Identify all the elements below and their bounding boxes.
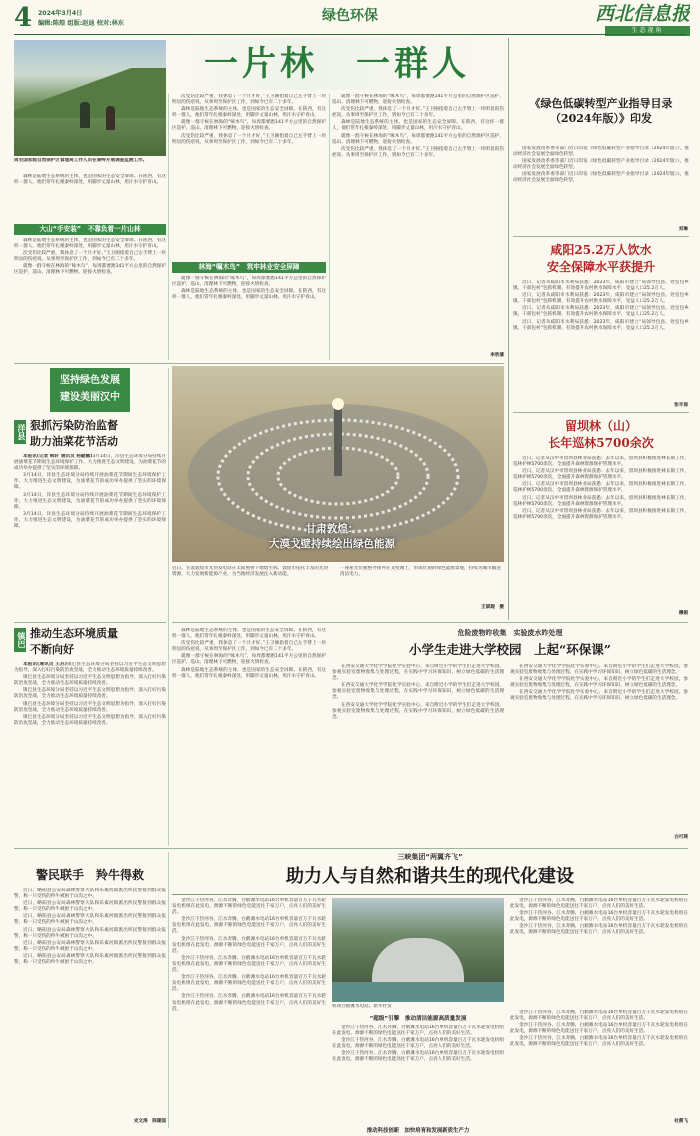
slogan-banner [50,368,130,412]
editors-line: 编辑:陈煌 组版:赵迪 校对:林东 [38,20,124,27]
dam-wall [372,938,464,982]
police-title: 警民联手 羚牛得救 [35,868,144,882]
solar-author: 王斌瑕 摄 [481,605,504,610]
liuba-author: 穆娟 [678,611,688,616]
xianyang-title: 咸阳25.2万人饮水 安全保障水平获提升 [546,243,655,274]
feature-author: 李欣蒲 [490,353,504,358]
brand-sub: 生态视角 [605,26,690,36]
school-body-1: 在西安交通大学化学学院化学实验中心，来自附近小学的学生们走进大学校园，参观实验室废物收集与处理过程，在实践中学习环保知识，树立绿色低碳的生活理念。 在西安交通大学化学学院化学实验中心，来自附近小学的学生们走进大学校园，参观实验室废物收集与处理过程，在实践中学习环保知识，树立绿色低碳的生活理念。 在西安交通大学化学学院化学实验中心，来自附近小学的学生们走进大学校园，参观实验室废物收集与处理过程，在实践中学习环保知识，树立绿色低碳的生活理念。 [332,664,504,720]
solar-caption-left: 近日，甘肃敦煌市光热发电站在太阳照射下熠熠生辉。敦煌市依托丰富的光热资源，大力发展新能源产业，为当地经济发展注入新动能。 [172,566,329,577]
school-title: 小学生走进大学校园 上起“环保课” [409,642,611,657]
catalog-body: 国家发展改革委等部门近日印发《绿色低碳转型产业指导目录（2024年版）》，推动经济社会发展全面绿色转型。 国家发展改革委等部门近日印发《绿色低碳转型产业指导目录（2024年版）》，推动经济社会发展全面绿色转型。 国家发展改革委等部门近日印发《绿色低碳转型产业指导目录（2024年版）》，推动经济社会发展全面绿色转型。 [513,146,689,184]
feature-banner [170,38,504,90]
mountain-shape [14,68,166,118]
page-number: 4 [14,4,33,32]
solar-caption-right: 一座座光伏板整齐排列在戈壁滩上，形成壮观的绿色能源景观，持续为城市输送清洁电力。 [340,566,501,577]
feature-col-3: 就像一群守候在林海的“啄木鸟”，每周都要跑141平方公里的自然保护区巡护，巡山、清理林下可燃物，迎接火情检查。 次受伤比较严重，我休息了一个月才好。”王卫刚指着自己左手臂上一块明显的伤疤说。从事周至保护区工作，到如今已有二十多年。 森林是陆地生态系统的主体，也是国家的生态安全屏障。在陕西，有这样一群人，他们常年扎根秦岭深处，用脚步丈量山林，用汗水守护青山。 就像一群守候在林海的“啄木鸟”，每周都要跑141平方公里的自然保护区巡护，巡山、清理林下可燃物，迎接火情检查。 次受伤比较严重，我休息了一个月才好。”王卫刚指着自己左手臂上一块明显的伤疤说。从事周至保护区工作，到如今已有二十多年。 [332,94,504,158]
feature-photo-caption: 周至国家级自然保护区管理局工作人员在秦岭开展调查监测工作。 [14,158,148,163]
section-rule [513,412,689,413]
forest-ranger-photo [14,40,166,156]
sanxia-col-1: 金沙江干热河谷，江水奔腾，白鹤滩水电站16台单机容量百万千瓦水轮发电机组在此发电，源源不断的绿色电能送往千家万户，点亮人们的美好生活。 金沙江干热河谷，江水奔腾，白鹤滩水电站16台单机容量百万千瓦水轮发电机组在此发电，源源不断的绿色电能送往千家万户，点亮人们的美好生活。 金沙江干热河谷，江水奔腾，白鹤滩水电站16台单机容量百万千瓦水轮发电机组在此发电，源源不断的绿色电能送往千家万户，点亮人们的美好生活。 金沙江干热河谷，江水奔腾，白鹤滩水电站16台单机容量百万千瓦水轮发电机组在此发电，源源不断的绿色电能送往千家万户，点亮人们的美好生活。 金沙江干热河谷，江水奔腾，白鹤滩水电站16台单机容量百万千瓦水轮发电机组在此发电，源源不断的绿色电能送往千家万户，点亮人们的美好生活。 金沙江干热河谷，江水奔腾，白鹤滩水电站16台单机容量百万千瓦水轮发电机组在此发电，源源不断的绿色电能送往千家万户，点亮人们的美好生活。 [172,898,326,1012]
catalog-title: 《绿色低碳转型产业指导目录（2024年版）》印发 [529,97,673,125]
section-rule [14,363,504,364]
catalog-author: 刘琳 [678,227,688,232]
slogan-line-1: 坚持绿色发展 [60,375,120,386]
sanxia-title-rule [172,894,688,895]
sanxia-col-3b: 金沙江干热河谷，江水奔腾，白鹤滩水电站16台单机容量百万千瓦水轮发电机组在此发电，源源不断的绿色电能送往千家万户，点亮人们的美好生活。 金沙江干热河谷，江水奔腾，白鹤滩水电站16台单机容量百万千瓦水轮发电机组在此发电，源源不断的绿色电能送往千家万户，点亮人们的美好生活。 金沙江干热河谷，江水奔腾，白鹤滩水电站16台单机容量百万千瓦水轮发电机组在此发电，源源不断的绿色电能送往千家万户，点亮人们的美好生活。 [510,1010,688,1048]
column-divider [168,368,169,846]
section-rule [14,848,688,849]
feature-subhead-1: 大山“手安装” 不靠负着一片山林 [14,224,166,235]
sanxia-kicker: 三峡集团“两翼齐飞” [397,853,463,861]
column-divider [168,852,169,1128]
catalog-frame [513,96,689,144]
person-figure [80,102,90,128]
section-rule [172,622,688,623]
feature-subhead-2: 林海“嘱木鸟” 筑牢林业安全屏障 [172,262,326,273]
feature-col-1: 森林是陆地生态系统的主体，也是国家的生态安全屏障。在陕西，有这样一群人，他们常年扎根秦岭深处，用脚步丈量山林，用汗水守护青山。 [14,174,166,186]
sanxia-author: 杜燕飞 [674,1119,688,1124]
section-rule [14,622,166,623]
zhen-title: 推动生态环境质量 不断向好 [30,627,118,656]
xianyang-author: 张丰保 [674,403,688,408]
liuba-title: 留坝林（山） 长年巡林5700余次 [548,419,654,450]
brand-logo: 西北信息报 [594,3,690,25]
header-rule [14,34,686,35]
section-name: 绿色环保 [322,8,378,24]
school-left-text: 森林是陆地生态系统的主体，也是国家的生态安全屏障。在陕西，有这样一群人，他们常年扎根秦岭深处，用脚步丈量山林，用汗水守护青山。 次受伤比较严重，我休息了一个月才好。”王卫刚指着自己左手臂上一块明显的伤疤说。从事周至保护区工作，到如今已有二十多年。 就像一群守候在林海的“啄木鸟”，每周都要跑141平方公里的自然保护区巡护，巡山、清理林下可燃物，迎接火情检查。 森林是陆地生态系统的主体，也是国家的生态安全屏障。在陕西，有这样一群人，他们常年扎根秦岭深处，用脚步丈量山林，用汗水守护青山。 [172,628,326,679]
solar-station-photo [172,366,504,562]
school-body-2: 在西安交通大学化学学院化学实验中心，来自附近小学的学生们走进大学校园，参观实验室废物收集与处理过程，在实践中学习环保知识，树立绿色低碳的生活理念。 在西安交通大学化学学院化学实验中心，来自附近小学的学生们走进大学校园，参观实验室废物收集与处理过程，在实践中学习环保知识，树立绿色低碳的生活理念。 在西安交通大学化学学院化学实验中心，来自附近小学的学生们走进大学校园，参观实验室废物收集与处理过程，在实践中学习环保知识，树立绿色低碳的生活理念。 [510,664,688,702]
yang-title: 狠抓污染防治监督 助力油菜花节活动 [30,419,118,448]
feature-title: 一片林 一群人 [204,44,470,84]
solar-photo-title: 甘肃敦煌： 大漠戈壁持续绘出绿色能源 [269,523,395,550]
school-kicker: 危险废物昨收集 实验废水昨处理 [457,629,563,637]
feature-col-2: 次受伤比较严重，我休息了一个月才好。”王卫刚指着自己左手臂上一块明显的伤疤说。从事周至保护区工作，到如今已有二十多年。 森林是陆地生态系统的主体，也是国家的生态安全屏障。在陕西，有这样一群人，他们常年扎根秦岭深处，用脚步丈量山林，用汗水守护青山。 就像一群守候在林海的“啄木鸟”，每周都要跑141平方公里的自然保护区巡护，巡山、清理林下可燃物，迎接火情检查。 次受伤比较严重，我休息了一个月才好。”王卫刚指着自己左手臂上一块明显的伤疤说。从事周至保护区工作，到如今已有二十多年。 [172,94,326,145]
zhen-body: 本报讯(通讯员 王苏)镇巴县生态环境分局坚持以习近平生态文明思想为指导，深入打好污染防治攻坚战，全力推动生态环境质量持续改善。 镇巴县生态环境分局坚持以习近平生态文明思想为指导，深入打好污染防治攻坚战，全力推动生态环境质量持续改善。 镇巴县生态环境分局坚持以习近平生态文明思想为指导，深入打好污染防治攻坚战，全力推动生态环境质量持续改善。 镇巴县生态环境分局坚持以习近平生态文明思想为指导，深入打好污染防治攻坚战，全力推动生态环境质量持续改善。 镇巴县生态环境分局坚持以习近平生态文明思想为指导，深入打好污染防治攻坚战，全力推动生态环境质量持续改善。 [14,662,166,726]
sanxia-subhead-1: “超级”引擎 推动清洁能源高质量发展 [369,1016,467,1022]
school-author: 白可瑛 [674,835,688,840]
right-column-divider [508,38,509,620]
sanxia-photo-caption: 机场白鹤滩水电站。新华社发 [332,1004,392,1009]
river-water [332,982,504,1002]
xianyang-body: 近日，记者从咸阳市水利局获悉：2023年，咸阳市建立“局领导包县、处室包乡镇、干部包村”包抓机制，有效提升农村供水保障水平，受益人口25.2万人。 近日，记者从咸阳市水利局获悉：2023年，咸阳市建立“局领导包县、处室包乡镇、干部包村”包抓机制，有效提升农村供水保障水平，受益人口25.2万人。 近日，记者从咸阳市水利局获悉：2023年，咸阳市建立“局领导包县、处室包乡镇、干部包村”包抓机制，有效提升农村供水保障水平，受益人口25.2万人。 近日，记者从咸阳市水利局获悉：2023年，咸阳市建立“局领导包县、处室包乡镇、干部包村”包抓机制，有效提升农村供水保障水平，受益人口25.2万人。 [513,280,689,331]
place-tag-yang: 洋县 [14,420,26,444]
slogan-line-2: 建设美丽汉中 [60,392,120,403]
column-divider [329,94,330,360]
sanxia-col-3a: 金沙江干热河谷，江水奔腾，白鹤滩水电站16台单机容量百万千瓦水轮发电机组在此发电，源源不断的绿色电能送往千家万户，点亮人们的美好生活。 金沙江干热河谷，江水奔腾，白鹤滩水电站16台单机容量百万千瓦水轮发电机组在此发电，源源不断的绿色电能送往千家万户，点亮人们的美好生活。 金沙江干热河谷，江水奔腾，白鹤滩水电站16台单机容量百万千瓦水轮发电机组在此发电，源源不断的绿色电能送往千家万户，点亮人们的美好生活。 [510,898,688,936]
liuba-body: 近日，记者从汉中市留坝县林业局获悉：去年以来，留坝县积极推进林长制工作，巡林护林5700余次，全面提升森林资源保护管理水平。 近日，记者从汉中市留坝县林业局获悉：去年以来，留坝县积极推进林长制工作，巡林护林5700余次，全面提升森林资源保护管理水平。 近日，记者从汉中市留坝县林业局获悉：去年以来，留坝县积极推进林长制工作，巡林护林5700余次，全面提升森林资源保护管理水平。 近日，记者从汉中市留坝县林业局获悉：去年以来，留坝县积极推进林长制工作，巡林护林5700余次，全面提升森林资源保护管理水平。 近日，记者从汉中市留坝县林业局获悉：去年以来，留坝县积极推进林长制工作，巡林护林5700余次，全面提升森林资源保护管理水平。 [513,456,689,520]
police-body: 近日，略阳县公安局森林警察大队和乐素河镇派出所民警接到群众报警，称一只受伤的羚牛被困于山沟之中。 近日，略阳县公安局森林警察大队和乐素河镇派出所民警接到群众报警，称一只受伤的羚牛被困于山沟之中。 近日，略阳县公安局森林警察大队和乐素河镇派出所民警接到群众报警，称一只受伤的羚牛被困于山沟之中。 近日，略阳县公安局森林警察大队和乐素河镇派出所民警接到群众报警，称一只受伤的羚牛被困于山沟之中。 近日，略阳县公安局森林警察大队和乐素河镇派出所民警接到群众报警，称一只受伤的羚牛被困于山沟之中。 近日，略阳县公安局森林警察大队和乐素河镇派出所民警接到群众报警，称一只受伤的羚牛被困于山沟之中。 [14,888,166,966]
yang-body: 本报讯(记者 韩轩 通讯员 杨勤鹏)3月14日，洋县生态环境分局持续开展油菜花节期间生态环境保护工作，大力推进生态文明建设，为油菜花节的成功举办提供了坚实的环境保障。 3月14日，洋县生态环境分局持续开展油菜花节期间生态环境保护工作，大力推进生态文明建设，为油菜花节的成功举办提供了坚实的环境保障。 3月14日，洋县生态环境分局持续开展油菜花节期间生态环境保护工作，大力推进生态文明建设，为油菜花节的成功举办提供了坚实的环境保障。 3月14日，洋县生态环境分局持续开展油菜花节期间生态环境保护工作，大力推进生态文明建设，为油菜花节的成功举办提供了坚实的环境保障。 [14,454,166,530]
sanxia-title: 助力人与自然和谐共生的现代化建设 [286,866,574,887]
column-divider [168,94,169,360]
person-figure [106,106,115,130]
baihetan-dam-photo [332,898,504,1002]
feature-col-2b: 就像一群守候在林海的“啄木鸟”，每周都要跑141平方公里的自然保护区巡护，巡山、清理林下可燃物，迎接火情检查。 森林是陆地生态系统的主体，也是国家的生态安全屏障。在陕西，有这样一群人，他们常年扎根秦岭深处，用脚步丈量山林，用汗水守护青山。 [172,276,326,301]
sanxia-subhead-2-text: 推动科技创新 加快培育和发展新质生产力 [366,1128,470,1134]
place-tag-zhen: 镇巴 [14,628,26,652]
section-rule [513,236,689,237]
feature-col-1b: 森林是陆地生态系统的主体，也是国家的生态安全屏障。在陕西，有这样一群人，他们常年扎根秦岭深处，用脚步丈量山林，用汗水守护青山。 次受伤比较严重，我休息了一个月才好。”王卫刚指着自己左手臂上一块明显的伤疤说。从事周至保护区工作，到如今已有二十多年。 就像一群守候在林海的“啄木鸟”，每周都要跑141平方公里的自然保护区巡护，巡山、清理林下可燃物，迎接火情检查。 [14,238,166,276]
issue-date: 2024年3月4日 [38,10,83,17]
police-author: 史文涛 陈建国 [133,1119,166,1124]
sanxia-col-2: 金沙江干热河谷，江水奔腾，白鹤滩水电站16台单机容量百万千瓦水轮发电机组在此发电，源源不断的绿色电能送往千家万户，点亮人们的美好生活。 金沙江干热河谷，江水奔腾，白鹤滩水电站16台单机容量百万千瓦水轮发电机组在此发电，源源不断的绿色电能送往千家万户，点亮人们的美好生活。 金沙江干热河谷，江水奔腾，白鹤滩水电站16台单机容量百万千瓦水轮发电机组在此发电，源源不断的绿色电能送往千家万户，点亮人们的美好生活。 [332,1025,504,1063]
